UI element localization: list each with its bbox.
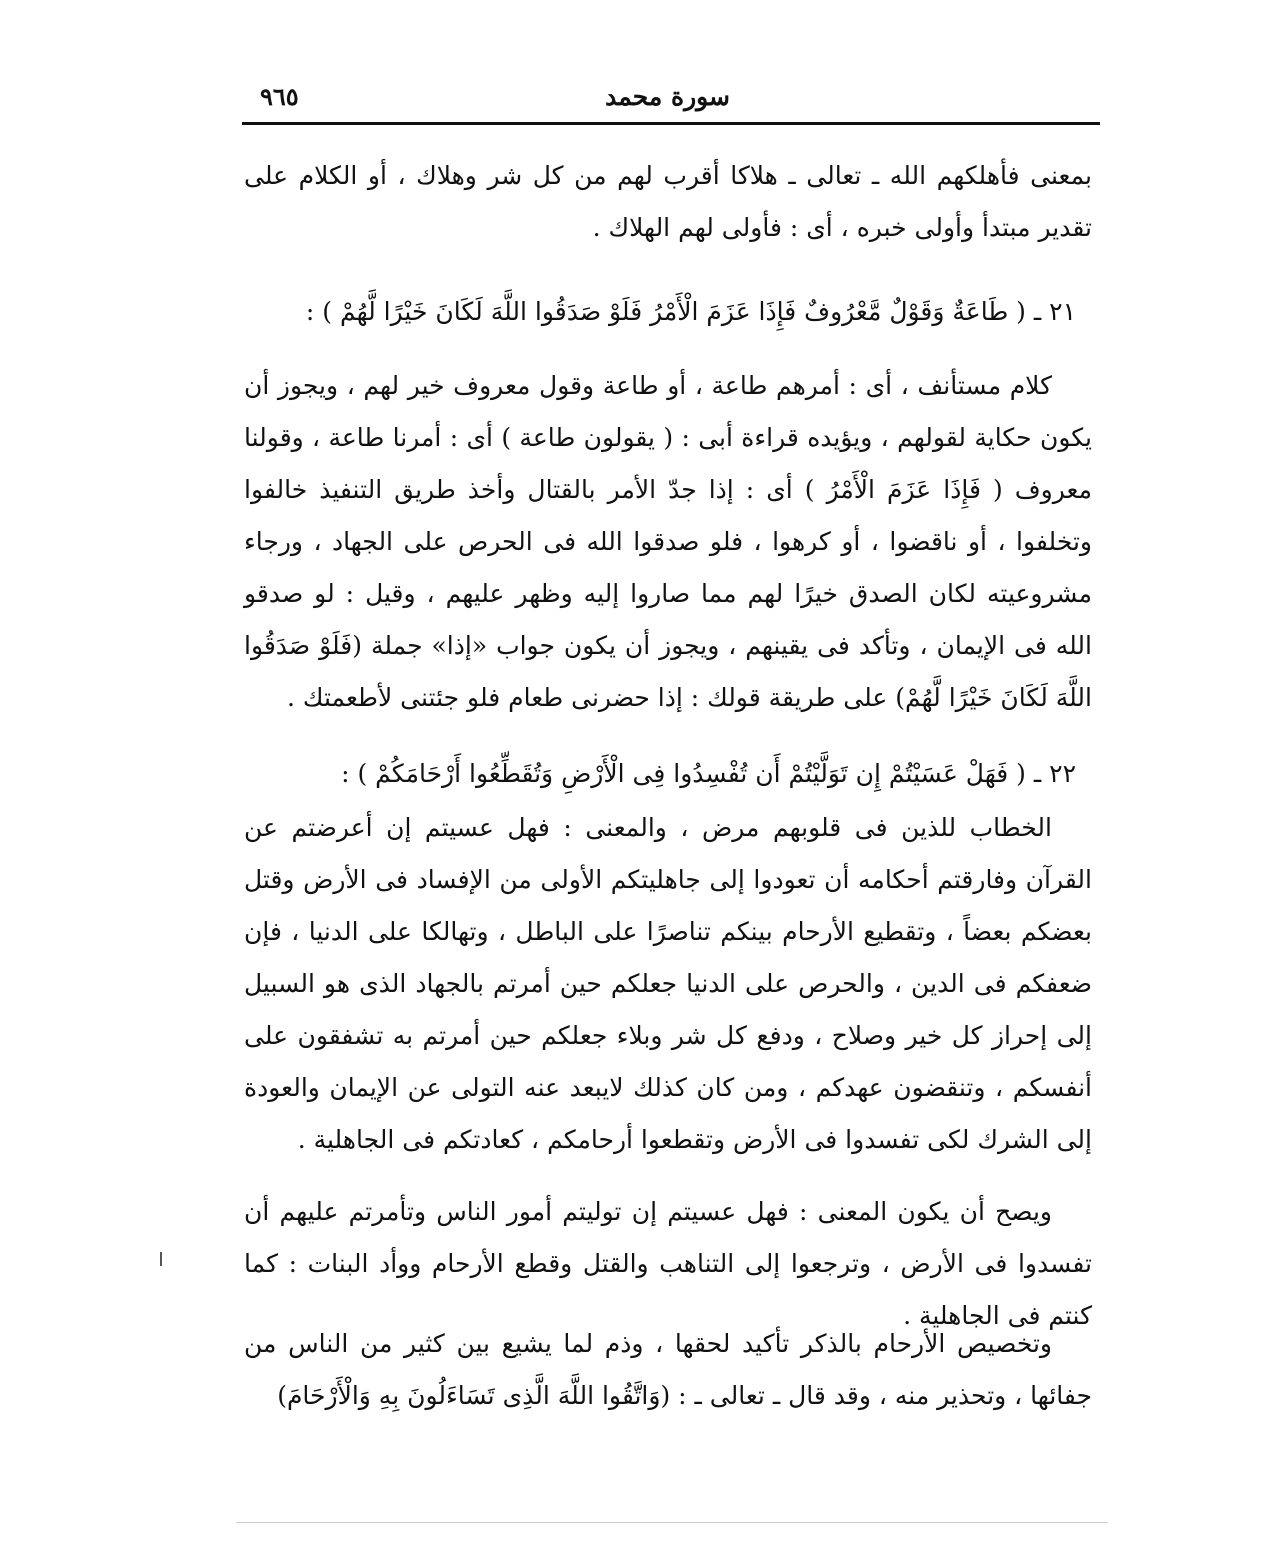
margin-mark bbox=[160, 1252, 162, 1266]
paragraph-text: الخطاب للذين فى قلوبهم مرض ، والمعنى : فهل عسيتم إن أعرضتم عن القرآن وفارقتم أحكامه أن تعودوا إلى جاهليتكم الأولى من الإفساد فى الأرض وقتل بعضكم بعضاً ، وتقطيع الأرحام بينكم تناصرًا على الباطل ، وتهالكا على الدنيا ، فإن ضعفكم فى الدين ، والحرص على الدنيا جعلكم حين أمرتم بالجهاد الذى هو السبيل إلى إحراز كل خير وصلاح ، ودفع كل شر وبلاء جعلكم حين أمرتم به تشفقون على أنفسكم ، وتنقضون عهدكم ، ومن كان كذلك لايبعد عنه التولى عن الإيمان والعودة إلى الشرك لكى تفسدوا فى الأرض وتقطعوا أرحامكم ، كعادتكم فى الجاهلية . bbox=[244, 813, 1092, 1154]
footer-divider bbox=[236, 1522, 1108, 1523]
verse-22 bbox=[244, 748, 1092, 800]
verse-text: ٢١ ـ ( طَاعَةٌ وَقَوْلٌ مَّعْرُوفٌ فَإِذَا عَزَمَ الْأَمْرُ فَلَوْ صَدَقُوا اللَّهَ لَكَانَ خَيْرًا لَّهُمْ ) : bbox=[305, 297, 1076, 326]
paragraph-5 bbox=[244, 1318, 1092, 1422]
header-divider bbox=[242, 122, 1100, 125]
paragraph-text: بمعنى فأهلكهم الله ـ تعالى ـ هلاكا أقرب لهم من كل شر وهلاك ، أو الكلام على تقدير مبتدأ وأولى خبره ، أى : فأولى لهم الهلاك . bbox=[244, 161, 1092, 242]
verse-21 bbox=[244, 286, 1092, 338]
paragraph-1 bbox=[244, 150, 1092, 254]
page-header bbox=[242, 78, 1100, 118]
page-number: ٩٦٥ bbox=[260, 82, 299, 111]
surah-title: سورة محمد bbox=[605, 82, 730, 111]
verse-text: ٢٢ ـ ( فَهَلْ عَسَيْتُمْ إِن تَوَلَّيْتُمْ أَن تُفْسِدُوا فِى الْأَرْضِ وَتُقَطِّعُوا أَرْحَامَكُمْ ) : bbox=[341, 759, 1076, 788]
paragraph-2 bbox=[244, 360, 1092, 724]
paragraph-text: كلام مستأنف ، أى : أمرهم طاعة ، أو طاعة وقول معروف خير لهم ، ويجوز أن يكون حكاية لقولهم ، ويؤيده قراءة أبى : ( يقولون طاعة ) أى : أمرنا طاعة ، وقولنا معروف ( فَإِذَا عَزَمَ الْأَمْرُ ) أى : إذا جدّ الأمر بالقتال وأخذ طريق التنفيذ خالفوا وتخلفوا ، أو ناقضوا ، أو كرهوا ، فلو صدقوا الله فى الحرص على الجهاد ، ورجاء مشروعيته لكان الصدق خيرًا لهم مما صاروا إليه وظهر عليهم ، وقيل : لو صدقو الله فى الإيمان ، وتأكد فى يقينهم ، ويجوز أن يكون جواب «إذا» جملة (فَلَوْ صَدَقُوا اللَّهَ لَكَانَ خَيْرًا لَّهُمْ) على طريقة قولك : إذا حضرنى طعام فلو جئتنى لأطعمتك . bbox=[244, 371, 1092, 712]
paragraph-3 bbox=[244, 802, 1092, 1166]
paragraph-text: ويصح أن يكون المعنى : فهل عسيتم إن توليتم أمور الناس وتأمرتم عليهم أن تفسدوا فى الأرض ، وترجعوا إلى التناهب والقتل وقطع الأرحام ووأد البنات : كما كنتم فى الجاهلية . bbox=[244, 1197, 1092, 1330]
paragraph-text: وتخصيص الأرحام بالذكر تأكيد لحقها ، وذم لما يشيع بين كثير من الناس من جفائها ، وتحذير منه ، وقد قال ـ تعالى ـ : (وَاتَّقُوا اللَّهَ الَّذِى تَسَاءَلُونَ بِهِ وَالْأَرْحَامَ) bbox=[244, 1329, 1092, 1410]
